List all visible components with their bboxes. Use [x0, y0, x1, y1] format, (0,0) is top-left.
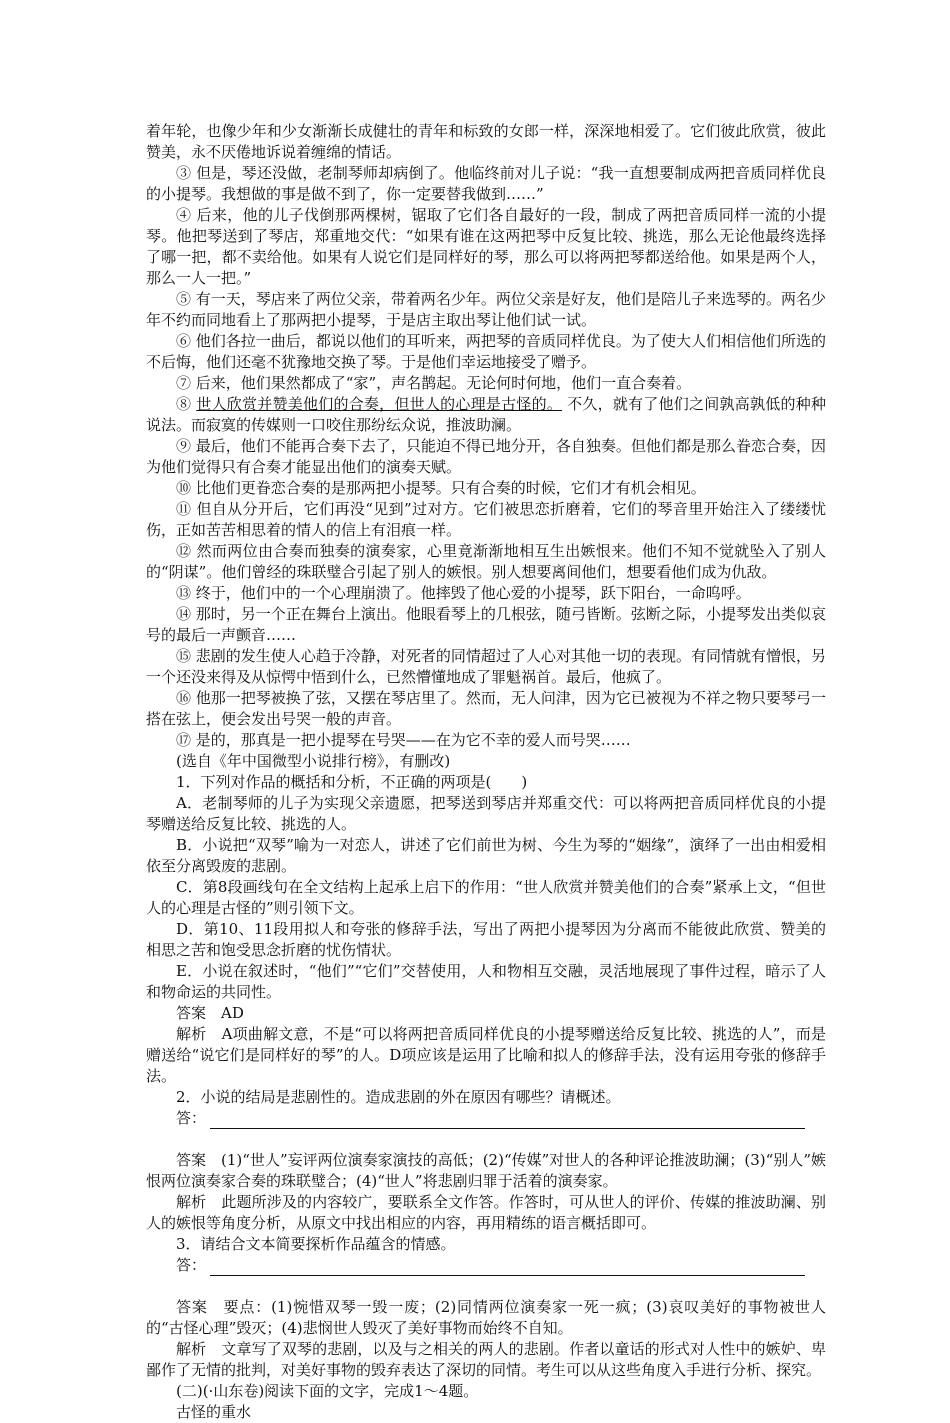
spacer — [146, 1276, 826, 1297]
answer-line-3 — [146, 1255, 826, 1276]
spacer — [146, 1129, 826, 1150]
paragraph-5: ⑤ 有一天，琴店来了两位父亲，带着两名少年。两位父亲是好友，他们是陪儿子来选琴的。两名少年不约而同地看上了那两把小提琴，于是店主取出琴让他们试一试。 — [146, 290, 826, 329]
paragraph-3: ③ 但是，琴还没做，老制琴师却病倒了。他临终前对儿子说：“我一直想要制成两把音质同样优良的小提琴。我想做的事是做不到了，你一定要替我做到……” — [146, 164, 826, 203]
question-2: 2．小说的结局是悲剧性的。造成悲剧的外在原因有哪些？请概述。 — [176, 1088, 621, 1106]
analysis-1: 解析 A项曲解文意，不是“可以将两把音质同样优良的小提琴赠送给反复比较、挑选的人”，而是赠送给“说它们是同样好的琴”的人。D项应该是运用了比喻和拟人的修辞手法，没有运用夸张的修辞手法。 — [146, 1025, 826, 1085]
option-b: B．小说把“双琴”喻为一对恋人，讲述了它们前世为树、今生为琴的“姻缘”，演绎了一出由相爱相依至分离毁废的悲剧。 — [146, 836, 826, 875]
paragraph-17: ⑰ 是的，那真是一把小提琴在号哭——在为它不幸的爱人而号哭…… — [176, 731, 631, 749]
section-two-heading: (二)(·山东卷)阅读下面的文字，完成1～4题。 — [176, 1382, 479, 1400]
paragraph-6: ⑥ 他们各拉一曲后，都说以他们的耳听来，两把琴的音质同样优良。为了使大人们相信他们所选的不后悔，他们还毫不犹豫地交换了琴。于是他们幸运地接受了赠予。 — [146, 332, 826, 371]
analysis-3: 解析 文章写了双琴的悲剧，以及与之相关的两人的悲剧。作者以童话的形式对人性中的嫉妒、卑鄙作了无情的批判，对美好事物的毁弃表达了深切的同情。考生可以从这些角度入手进行分析、探究。 — [146, 1340, 826, 1379]
underlined-sentence: 世人欣赏并赞美他们的合奏，但世人的心理是古怪的。 — [196, 395, 563, 413]
document-page — [146, 121, 826, 1423]
answer-1: 答案 AD — [176, 1004, 244, 1022]
paragraph-16: ⑯ 他那一把琴被换了弦，又摆在琴店里了。然而，无人问津，因为它已被视为不祥之物只要琴弓一搭在弦上，便会发出号哭一般的声音。 — [146, 689, 826, 728]
paragraph-11: ⑪ 但自从分开后，它们再没“见到”过对方。它们被思恋折磨着，它们的琴音里开始注入了缕缕忧伤，正如苦苦相思着的情人的信上有泪痕一样。 — [146, 500, 826, 539]
option-d: D．第10、11段用拟人和夸张的修辞手法，写出了两把小提琴因为分离而不能彼此欣赏、赞美的相思之苦和饱受思念折磨的忧伤情状。 — [146, 920, 826, 959]
paragraph-8 — [146, 394, 826, 436]
paragraph-14: ⑭ 那时，另一个正在舞台上演出。他眼看琴上的几根弦，随弓皆断。弦断之际，小提琴发出类似哀号的最后一声颤音…… — [146, 605, 826, 644]
answer-label: 答： — [176, 1256, 207, 1274]
question-1: 1．下列对作品的概括和分析，不正确的两项是( ) — [176, 773, 528, 791]
paragraph-10: ⑩ 比他们更眷恋合奏的是那两把小提琴。只有合奏的时候，它们才有机会相见。 — [176, 479, 706, 497]
answer-blank — [210, 1261, 805, 1276]
source-note: (选自《年中国微型小说排行榜》，有删改) — [176, 752, 451, 770]
paragraph-15: ⑮ 悲剧的发生使人心趋于冷静，对死者的同情超过了人心对其他一切的表现。有同情就有憎恨，另一个还没来得及从惊愕中悟到什么，已然懵懂地成了罪魁祸首。最后，他疯了。 — [146, 647, 826, 686]
paragraph-8-number: ⑧ — [176, 395, 197, 413]
option-e: E．小说在叙述时，“他们”“它们”交替使用，人和物相互交融，灵活地展现了事件过程，暗示了人和物命运的共同性。 — [146, 962, 826, 1001]
paragraph-9: ⑨ 最后，他们不能再合奏下去了，只能迫不得已地分开，各自独奏。但他们都是那么眷恋合奏，因为他们觉得只有合奏才能显出他们的演奏天赋。 — [146, 437, 826, 476]
option-a: A．老制琴师的儿子为实现父亲遗愿，把琴送到琴店并郑重交代：可以将两把音质同样优良的小提琴赠送给反复比较、挑选的人。 — [146, 794, 826, 833]
answer-blank — [210, 1114, 805, 1129]
answer-2: 答案 (1)“世人”妄评两位演奏家演技的高低；(2)“传媒”对世人的各种评论推波助澜；(3)“别人”嫉恨两位演奏家合奏的珠联璧合；(4)“世人”将悲剧归罪于活着的演奏家。 — [146, 1151, 826, 1190]
paragraph-7: ⑦ 后来，他们果然都成了“家”，声名鹊起。无论何时何地，他们一直合奏着。 — [176, 374, 692, 392]
question-3: 3．请结合文本简要探析作品蕴含的情感。 — [176, 1235, 456, 1253]
paragraph-13: ⑬ 终于，他们中的一个心理崩溃了。他摔毁了他心爱的小提琴，跃下阳台，一命呜呼。 — [176, 584, 751, 602]
paragraph-8-rest: 不久，就有了他们之间孰高孰低的种种说法。而寂寞的传媒则一口咬住那纷纭众说，推波助澜。 — [146, 395, 826, 434]
paragraph-4: ④ 后来，他的儿子伐倒那两棵树，锯取了它们各自最好的一段，制成了两把音质同样一流的小提琴。他把琴送到了琴店，郑重地交代：“如果有谁在这两把琴中反复比较、挑选，那么无论他最终选择了哪一把，都不卖给他。如果有人说它们是同样好的琴，那么可以将两把琴都送给他。如果是两个人，那么一人一把。” — [146, 206, 826, 287]
paragraph-continuation: 着年轮，也像少年和少女渐渐长成健壮的青年和标致的女郎一样，深深地相爱了。它们彼此欣赏，彼此赞美，永不厌倦地诉说着缠绵的情话。 — [146, 122, 826, 161]
answer-label: 答： — [176, 1109, 207, 1127]
paragraph-12: ⑫ 然而两位由合奏而独奏的演奏家，心里竟渐渐地相互生出嫉恨来。他们不知不觉就坠入了别人的“阴谋”。他们曾经的珠联璧合引起了别人的嫉恨。别人想要离间他们，想要看他们成为仇敌。 — [146, 542, 826, 581]
story-title: 古怪的重水 — [176, 1403, 252, 1421]
answer-3: 答案 要点：(1)惋惜双琴一毁一废；(2)同情两位演奏家一死一疯；(3)哀叹美好的事物被世人的“古怪心理”毁灭；(4)悲悯世人毁灭了美好事物而始终不自知。 — [146, 1298, 826, 1337]
analysis-2: 解析 此题所涉及的内容较广，要联系全文作答。作答时，可从世人的评价、传媒的推波助澜、别人的嫉恨等角度分析，从原文中找出相应的内容，再用精练的语言概括即可。 — [146, 1193, 826, 1232]
answer-line-2 — [146, 1108, 826, 1129]
option-c: C．第8段画线句在全文结构上起承上启下的作用：“世人欣赏并赞美他们的合奏”紧承上文，“但世人的心理是古怪的”则引领下文。 — [146, 878, 826, 917]
